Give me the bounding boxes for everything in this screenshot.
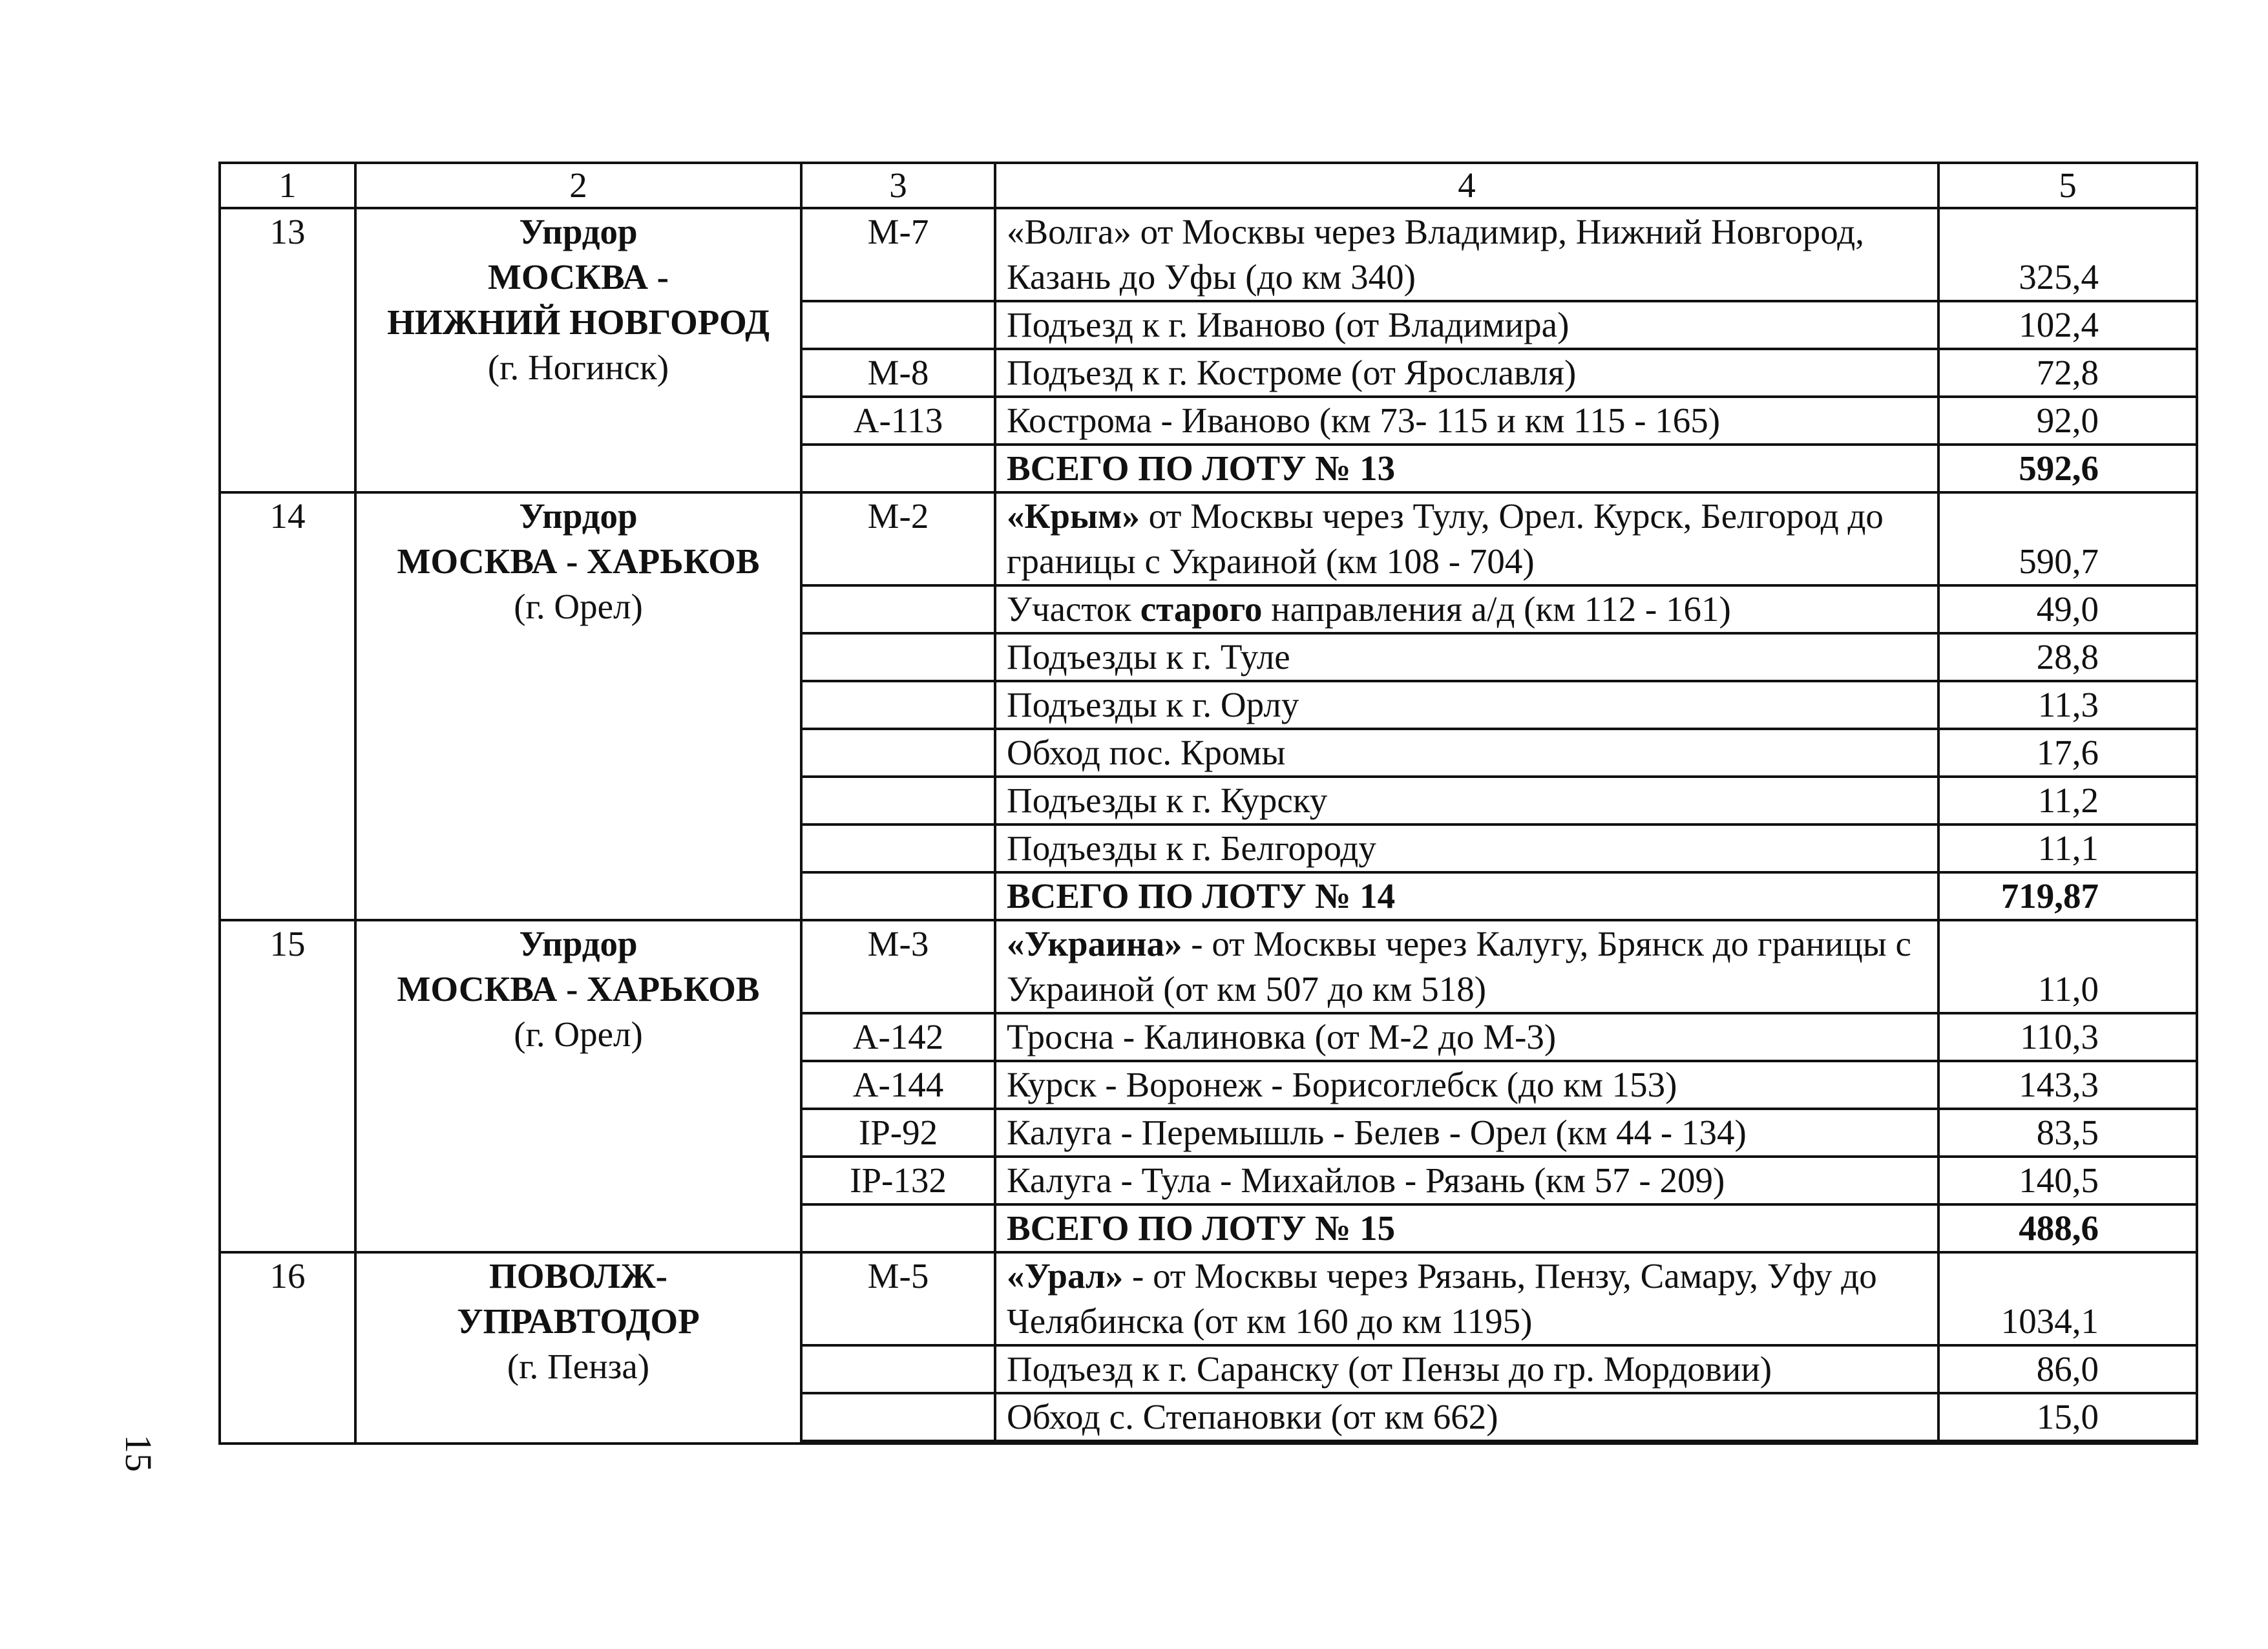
organization-city: (г. Ногинск): [487, 348, 669, 387]
organization-name-line: МОСКВА - ХАРЬКОВ: [397, 969, 760, 1009]
road-description-text: Кострома - Иваново (км 73- 115 и км 115 - 165): [1007, 401, 1721, 440]
organization-name-line: Упрдор: [519, 496, 638, 536]
organization-city: (г. Пенза): [507, 1347, 650, 1386]
road-description-text: Калуга - Перемышль - Белев - Орел (км 44 - 134): [1007, 1113, 1747, 1152]
road-index: IР-92: [801, 1109, 995, 1157]
road-description: [995, 1013, 1938, 1061]
header-col-4: 4: [995, 163, 1938, 208]
road-description-text: Обход пос. Кромы: [1007, 733, 1286, 772]
table-row: [220, 492, 2197, 585]
road-description-text: «Волга» от Москвы через Владимир, Нижний Новгород, Казань до Уфы (до км 340): [1007, 212, 1864, 297]
road-index: [801, 633, 995, 681]
road-index: [801, 824, 995, 872]
road-name-bold: «Урал»: [1007, 1256, 1124, 1296]
organization-name-line: ПОВОЛЖ-: [489, 1256, 667, 1296]
organization-name-line: НИЖНИЙ НОВГОРОД: [387, 302, 770, 342]
road-index: А-113: [801, 397, 995, 445]
lot-number: 13: [220, 208, 355, 492]
road-index: IР-132: [801, 1157, 995, 1204]
organization-city: (г. Орел): [514, 587, 643, 626]
road-description-text: - от Москвы через Рязань, Пензу, Самару, Уфу до Челябинска (от км 160 до км 1195): [1007, 1256, 1877, 1341]
lot-total-value: 719,87: [1938, 872, 2197, 920]
road-length: 11,3: [1938, 681, 2197, 729]
lot-organization: [355, 492, 801, 920]
road-index: М-5: [801, 1252, 995, 1345]
road-name-bold: старого: [1140, 589, 1263, 629]
road-description: [995, 729, 1938, 777]
organization-name-line: Упрдор: [519, 212, 638, 251]
road-length: 28,8: [1938, 633, 2197, 681]
road-description-text: Подъезды к г. Белгороду: [1007, 828, 1376, 868]
road-length: 72,8: [1938, 349, 2197, 397]
road-index-empty: [801, 872, 995, 920]
road-length: 143,3: [1938, 1061, 2197, 1109]
road-length: 590,7: [1938, 492, 2197, 585]
road-length: 140,5: [1938, 1157, 2197, 1204]
road-index-empty: [801, 1204, 995, 1252]
road-description-text: Калуга - Тула - Михайлов - Рязань (км 57 - 209): [1007, 1161, 1725, 1200]
road-description-text: Обход с. Степановки (от км 662): [1007, 1397, 1498, 1436]
header-col-3: 3: [801, 163, 995, 208]
road-length: [1938, 1441, 2197, 1444]
road-index: [801, 729, 995, 777]
roads-table: [218, 162, 2198, 1445]
road-index: [801, 301, 995, 349]
lot-number: 15: [220, 920, 355, 1252]
road-description: [995, 681, 1938, 729]
header-col-1: 1: [220, 163, 355, 208]
lot-organization: [355, 920, 801, 1252]
road-index: [801, 1441, 995, 1444]
road-description: [995, 397, 1938, 445]
road-description-text: Подъезды к г. Туле: [1007, 637, 1290, 677]
road-description: [995, 1252, 1938, 1345]
road-index-empty: [801, 445, 995, 492]
road-description: [995, 920, 1938, 1013]
organization-name-line: МОСКВА - ХАРЬКОВ: [397, 541, 760, 581]
road-length: 86,0: [1938, 1345, 2197, 1393]
road-description-text: Подъезд к г. Костроме (от Ярославля): [1007, 353, 1577, 392]
road-description: [995, 1109, 1938, 1157]
road-description-text: Участок: [1007, 589, 1140, 629]
road-index: [801, 1345, 995, 1393]
road-description-text: Курск - Воронеж - Борисоглебск (до км 153): [1007, 1065, 1677, 1104]
road-index: [801, 681, 995, 729]
table-body: [220, 208, 2197, 1444]
road-index: М-3: [801, 920, 995, 1013]
lot-total-value: 592,6: [1938, 445, 2197, 492]
lot-organization: [355, 1252, 801, 1444]
road-index: [801, 777, 995, 824]
road-length: 92,0: [1938, 397, 2197, 445]
road-description: [995, 585, 1938, 633]
road-index: А-142: [801, 1013, 995, 1061]
lot-number: 14: [220, 492, 355, 920]
road-description-text: направления а/д (км 112 - 161): [1262, 589, 1731, 629]
lot-number: 16: [220, 1252, 355, 1444]
road-description: [995, 301, 1938, 349]
road-length: 110,3: [1938, 1013, 2197, 1061]
lot-total-value: 488,6: [1938, 1204, 2197, 1252]
road-index: [801, 585, 995, 633]
road-index: А-144: [801, 1061, 995, 1109]
table-row: [220, 208, 2197, 301]
lot-organization: [355, 208, 801, 492]
road-description: [995, 1345, 1938, 1393]
road-description: [995, 824, 1938, 872]
road-description-text: - от Москвы через Калугу, Брянск до границы с Украиной (от км 507 до км 518): [1007, 924, 1911, 1009]
road-description: [995, 1441, 1938, 1444]
road-description: [995, 777, 1938, 824]
road-description: [995, 1061, 1938, 1109]
road-description: [995, 1393, 1938, 1441]
header-col-2: 2: [355, 163, 801, 208]
road-length: 1034,1: [1938, 1252, 2197, 1345]
road-name-bold: «Украина»: [1007, 924, 1182, 963]
road-index: М-7: [801, 208, 995, 301]
lot-total-label: ВСЕГО ПО ЛОТУ № 15: [995, 1204, 1938, 1252]
road-description: [995, 208, 1938, 301]
road-length: 17,6: [1938, 729, 2197, 777]
road-length: 11,2: [1938, 777, 2197, 824]
road-index: М-2: [801, 492, 995, 585]
header-row: [220, 163, 2197, 208]
road-length: 11,0: [1938, 920, 2197, 1013]
organization-city: (г. Орел): [514, 1014, 643, 1054]
road-description: [995, 492, 1938, 585]
table-row: [220, 920, 2197, 1013]
table-row: [220, 1252, 2197, 1345]
organization-name-line: Упрдор: [519, 924, 638, 963]
road-description-text: Подъезд к г. Саранску (от Пензы до гр. Мордовии): [1007, 1349, 1772, 1389]
road-length: 49,0: [1938, 585, 2197, 633]
lot-total-label: ВСЕГО ПО ЛОТУ № 14: [995, 872, 1938, 920]
road-length: 83,5: [1938, 1109, 2197, 1157]
road-description-text: от Москвы через Тулу, Орел. Курск, Белгород до границы с Украиной (км 108 - 704): [1007, 496, 1884, 581]
road-length: 102,4: [1938, 301, 2197, 349]
header-col-5: 5: [1938, 163, 2197, 208]
road-description-text: Подъезд к г. Иваново (от Владимира): [1007, 305, 1570, 344]
road-length: 15,0: [1938, 1393, 2197, 1441]
road-index: М-8: [801, 349, 995, 397]
road-index: [801, 1393, 995, 1441]
organization-name-line: МОСКВА -: [488, 257, 669, 297]
road-description: [995, 633, 1938, 681]
road-description: [995, 1157, 1938, 1204]
road-length: 325,4: [1938, 208, 2197, 301]
organization-name-line: УПРАВТОДОР: [457, 1301, 700, 1341]
road-length: 11,1: [1938, 824, 2197, 872]
road-description: [995, 349, 1938, 397]
road-description-text: Подъезды к г. Орлу: [1007, 685, 1299, 724]
road-name-bold: «Крым»: [1007, 496, 1140, 536]
lot-total-label: ВСЕГО ПО ЛОТУ № 13: [995, 445, 1938, 492]
road-description-text: Подъезды к г. Курску: [1007, 781, 1328, 820]
road-description-text: Тросна - Калиновка (от М-2 до М-3): [1007, 1017, 1557, 1056]
page-number: 15: [118, 1434, 160, 1472]
